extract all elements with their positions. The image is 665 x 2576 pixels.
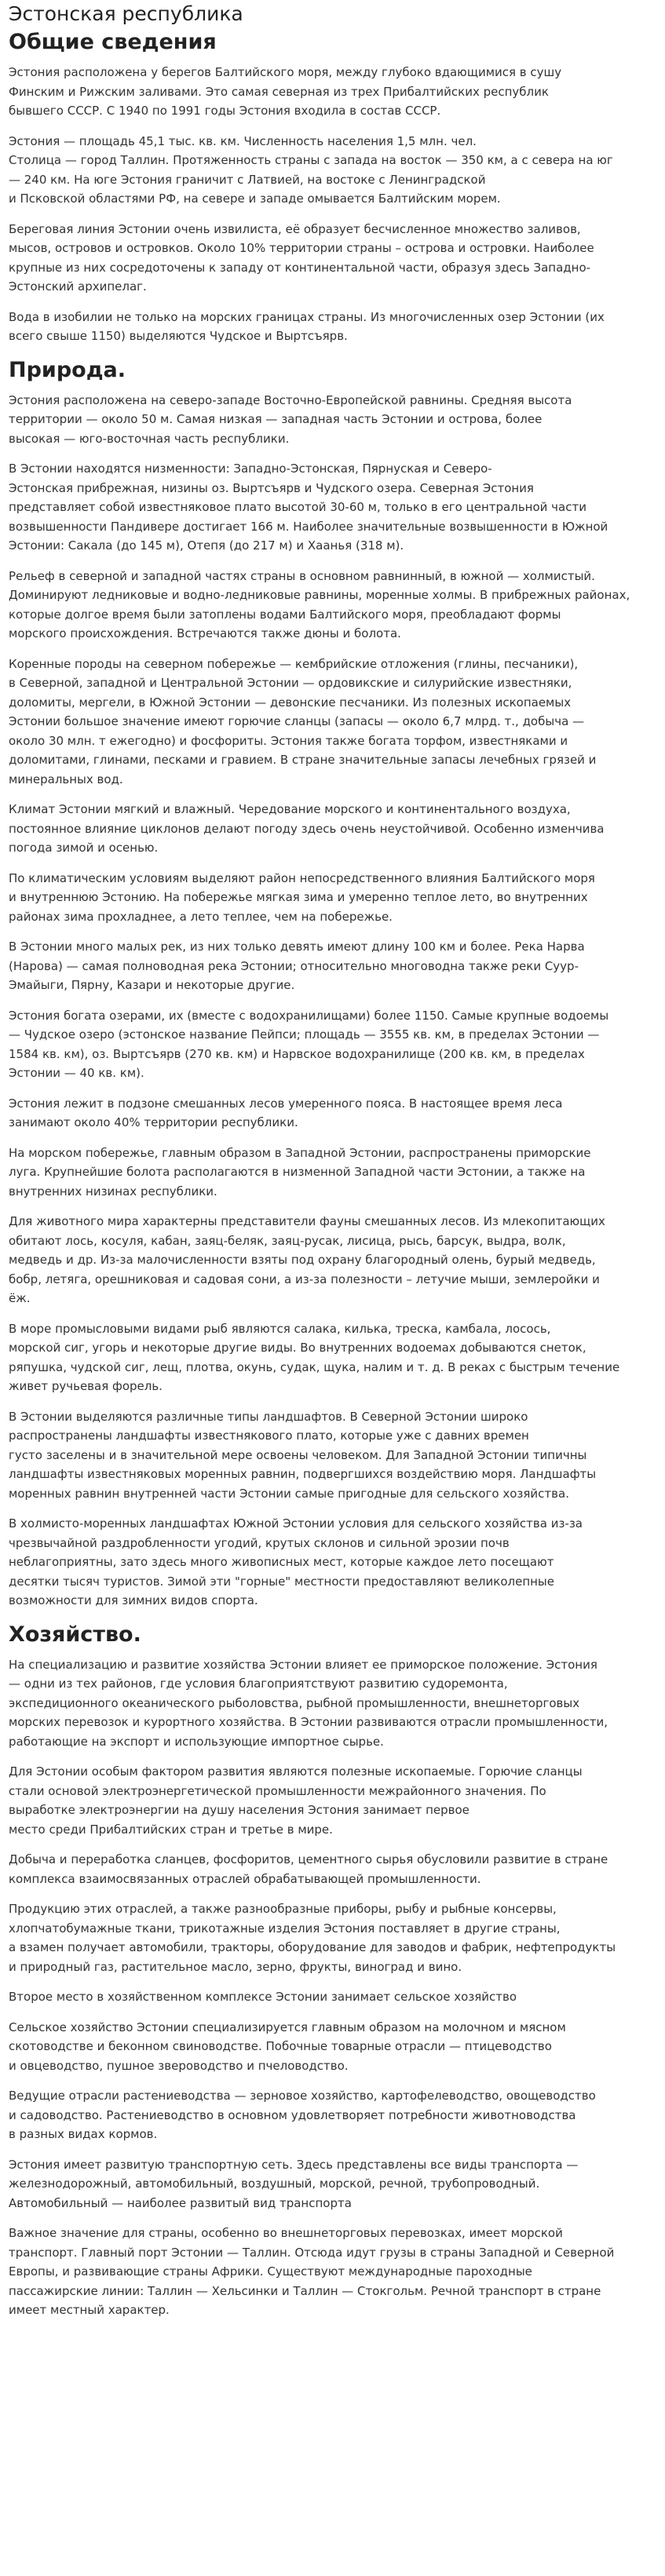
- section-general-info: [9, 29, 656, 346]
- paragraph: Эстония богата озерами, их (вместе с водохранилищами) более 1150. Самые крупные водоемы — Чудское озеро (эстонское название Пейпси; площадь — 3555 кв. км, в пределах Эстонии — 1584 кв. км), оз. Выртсъярв (270 кв. км) и Нарвское водохранилище (200 кв. км, в пределах Эстонии — 40 кв. км).: [9, 1008, 609, 1080]
- paragraph: Добыча и переработка сланцев, фосфоритов, цементного сырья обусловили развитие в стране комплекса взаимосвязанных отраслей обрабатывающей промышленности.: [9, 1852, 608, 1886]
- section-heading: Природа.: [9, 357, 126, 382]
- paragraph: В холмисто-моренных ландшафтах Южной Эстонии условия для сельского хозяйства из-за чрезвычайной раздробленности угодий, крутых склонов и сильной эрозии почв неблагоприятны, зато здесь много живописных мест, которые каждое лето посещают десятки тысяч туристов. Зимой эти "горные" местности предоставляют великолепные возможности для зимних видов спорта.: [9, 1516, 583, 1607]
- paragraph: В Эстонии много малых рек, из них только девять имеют длину 100 км и более. Река Нарва (Нарова) — самая полноводная река Эстонии; относительно многоводна также реки Суур- Эмайыги, Пярну, Казари и некоторые другие.: [9, 940, 585, 992]
- paragraph: В Эстонии находятся низменности: Западно-Эстонская, Пярнуская и Северо- Эстонская прибрежная, низины оз. Выртсъярв и Чудского озера. Северная Эстония представляет собой известняковое плато высотой 30-60 м, только в его центральной части возвышенности Пандивере достигает 166 м. Наиболее значительные возвышенности в Южной Эстонии: Сакала (до 145 м), Отепя (до 217 м) и Хаанья (318 м).: [9, 462, 608, 553]
- paragraph: Для Эстонии особым фактором развития являются полезные ископаемые. Горючие сланцы стали основой электроэнергетической промышленности межрайонного значения. По выработке электроэнергии на душу населения Эстония занимает первое место среди Прибалтийских стран и третье в мире.: [9, 1764, 583, 1837]
- paragraph: Эстония расположена на северо-западе Восточно-Европейской равнины. Средняя высота территории — около 50 м. Самая низкая — западная часть Эстонии и острова, более высокая — юго-восточная часть республики.: [9, 392, 572, 446]
- paragraph: Важное значение для страны, особенно во внешнеторговых перевозках, имеет морской транспорт. Главный порт Эстонии — Таллин. Отсюда идут грузы в страны Западной и Северной Европы, и развивающие страны Африки. Существуют международные пароходные пассажирские линии: Таллин — Хельсинки и Таллин — Стокгольм. Речной транспорт в стране имеет местный характер.: [9, 2226, 615, 2317]
- paragraph: Эстония лежит в подзоне смешанных лесов умеренного пояса. В настоящее время леса занимают около 40% территории республики.: [9, 1096, 563, 1129]
- paragraph: Эстония расположена у берегов Балтийского моря, между глубоко вдающимися в сушу Финским и Рижским заливами. Это самая северная из трех Прибалтийских республик бывшего СССР. С 1940 по 1991 годы Эстония входила в состав СССР.: [9, 65, 562, 118]
- paragraph: Эстония имеет развитую транспортную сеть. Здесь представлены все виды транспорта — железнодорожный, автомобильный, воздушный, морской, речной, трубопроводный. Автомобильный — наиболее развитый вид транспорта: [9, 2157, 579, 2210]
- paragraph: Ведущие отрасли растениеводства — зерновое хозяйство, картофелеводство, овощеводство и садоводство. Растениеводство в основном удовлетворяет потребности животноводства в разных видах кормов.: [9, 2089, 596, 2141]
- paragraph: Береговая линия Эстонии очень извилиста, её образует бесчисленное множество заливов, мысов, островов и островков. Около 10% территории страны – острова и островки. Наиболее крупные из них сосредоточены к западу от континентальной части, образуя здесь Западно- Эстонский архипелаг.: [9, 221, 594, 294]
- paragraph: В море промысловыми видами рыб являются салака, килька, треска, камбала, лосось, морской сиг, угорь и некоторые другие виды. Во внутренних водоемах добываются снеток, ряпушка, чудской сиг, лещ, плотва, окунь, судак, щука, налим и т. д. В реках с быстрым течение живет ручьевая форель.: [9, 1321, 620, 1393]
- paragraph: На морском побережье, главным образом в Западной Эстонии, распространены приморские луга. Крупнейшие болота располагаются в низменной Западной части Эстонии, а также на внутренних низинах республики.: [9, 1145, 591, 1199]
- section-heading: Хозяйство.: [9, 1622, 141, 1647]
- paragraph: Климат Эстонии мягкий и влажный. Чередование морского и континентального воздуха, постоянное влияние циклонов делают погоду здесь очень неустойчивой. Особенно изменчива погода зимой и осенью.: [9, 802, 605, 855]
- section-economy: [9, 1622, 656, 2320]
- paragraph: Сельское хозяйство Эстонии специализируется главным образом на молочном и мясном скотоводстве и беконном свиноводстве. Побочные товарные отрасли — птицеводство и овцеводство, пушное звероводство и пчеловодство.: [9, 2020, 566, 2073]
- section-heading: Общие сведения: [9, 30, 217, 54]
- paragraph: Эстония — площадь 45,1 тыс. кв. км. Численность населения 1,5 млн. чел. Столица — город Таллин. Протяженность страны с запада на восток — 350 км, а с севера на юг — 240 км. На юге Эстония граничит с Латвией, на востоке с Ленинградской и Псковской областями РФ, на севере и западе омывается Балтийским морем.: [9, 133, 613, 206]
- paragraph: Для животного мира характерны представители фауны смешанных лесов. Из млекопитающих обитают лось, косуля, кабан, заяц-беляк, заяц-русак, лисица, рысь, барсук, выдра, волк, медведь и др. Из-за малочисленности взяты под охрану благородный олень, бурый медведь, бобр, летяга, орешниковая и садовая сони, а из-за полезности – летучие мыши, землеройки и ёж.: [9, 1214, 605, 1305]
- section-nature: [9, 357, 656, 1611]
- paragraph: Коренные породы на северном побережье — кембрийские отложения (глины, песчаники), в Северной, западной и Центральной Эстонии — ордовикские и силурийские известняки, доломиты, мергели, в Южной Эстонии — девонские песчаники. Из полезных ископаемых Эстонии большое значение имеют горючие сланцы (запасы — около 6,7 млрд. т., добыча — около 30 млн. т ежегодно) и фосфориты. Эстония также богата торфом, известняками и доломитами, глинами, песками и гравием. В стране значительные запасы лечебных грязей и минеральных вод.: [9, 656, 597, 786]
- paragraph: Второе место в хозяйственном комплексе Эстонии занимает сельское хозяйство: [9, 1990, 517, 2004]
- document-title: Эстонская республика: [9, 2, 243, 25]
- paragraph: В Эстонии выделяются различные типы ландшафтов. В Северной Эстонии широко распространены ландшафты известнякового плато, которые уже с давних времен густо заселены и в значительной мере освоены человеком. Для Западной Эстонии типичны ландшафты известняковых моренных равнин, подвергшихся воздействию моря. Ландшафты моренных равнин внутренней части Эстонии самые пригодные для сельского хозяйства.: [9, 1409, 597, 1501]
- paragraph: По климатическим условиям выделяют район непосредственного влияния Балтийского моря и внутреннюю Эстонию. На побережье мягкая зима и умеренно теплое лето, во внутренних районах зима прохладнее, а лето теплее, чем на побережье.: [9, 870, 595, 924]
- paragraph: Рельеф в северной и западной частях страны в основном равнинный, в южной — холмистый. Доминируют ледниковые и водно-ледниковые равнины, моренные холмы. В прибрежных районах, которые долгое время были затоплены водами Балтийского моря, преобладают формы морского происхождения. Встречаются также дюны и болота.: [9, 568, 630, 640]
- paragraph: Продукцию этих отраслей, а также разнообразные приборы, рыбу и рыбные консервы, хлопчатобумажные ткани, трикотажные изделия Эстония поставляет в другие страны, а взамен получает автомобили, тракторы, оборудование для заводов и фабрик, нефтепродукты и природный газ, растительное масло, зерно, фрукты, виноград и вино.: [9, 1902, 616, 1974]
- paragraph: На специализацию и развитие хозяйства Эстонии влияет ее приморское положение. Эстония — одни из тех районов, где условия благоприятствуют развитию судоремонта, экспедиционного океанического рыболовства, рыбной промышленности, внешнеторговых морских перевозок и курортного хозяйства. В Эстонии развиваются отрасли промышленности, работающие на экспорт и использующие импортное сырье.: [9, 1657, 608, 1749]
- paragraph: Вода в изобилии не только на морских границах страны. Из многочисленных озер Эстонии (их всего свыше 1150) выделяются Чудское и Выртсъярв.: [9, 309, 605, 343]
